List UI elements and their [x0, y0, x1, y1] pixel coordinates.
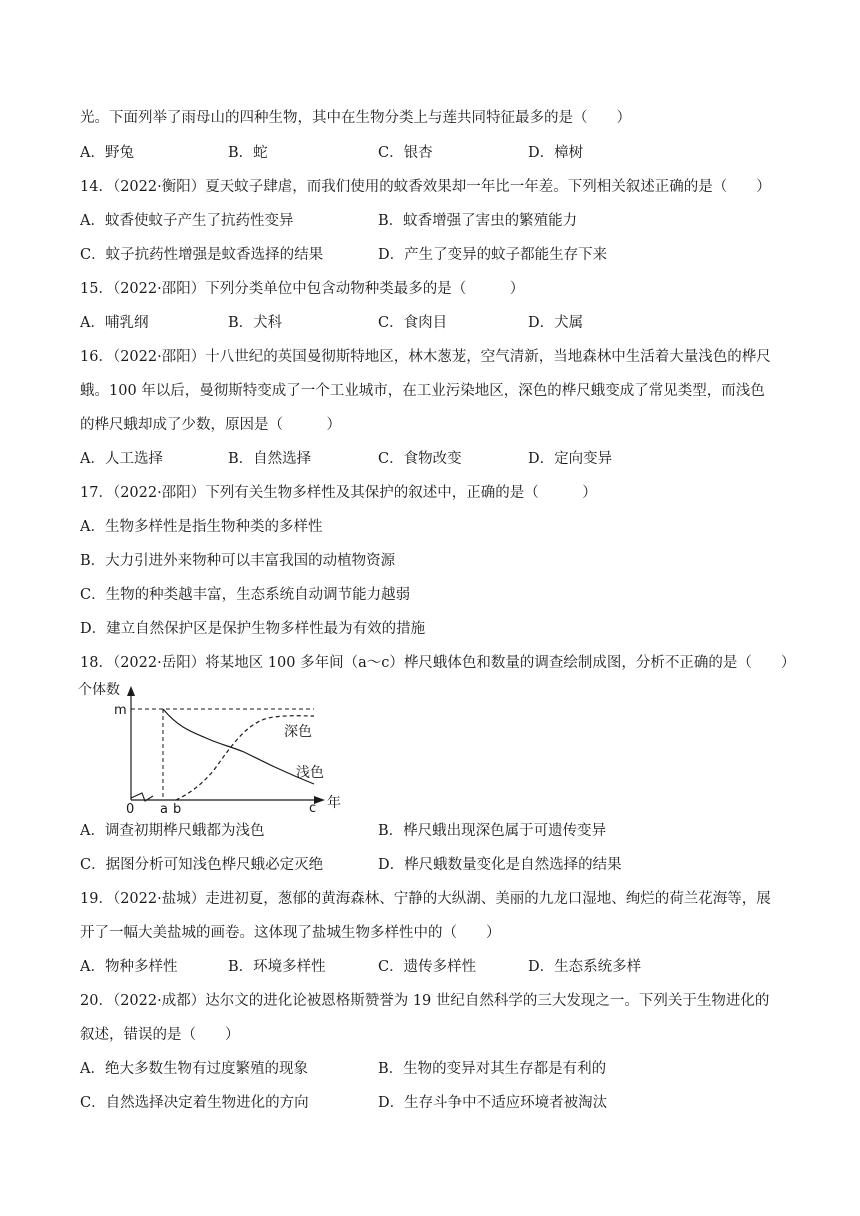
q14-option-a: A．蚊香使蚊子产生了抗药性变异 — [80, 213, 294, 229]
q15-option-b: B．犬科 — [228, 315, 283, 331]
q13-option-d: D．樟树 — [528, 145, 584, 161]
q19-option-c: C．遗传多样性 — [378, 959, 477, 975]
q19-option-d: D．生态系统多样 — [528, 959, 642, 975]
q20-option-a: A．绝大多数生物有过度繁殖的现象 — [80, 1061, 308, 1077]
origin-label: 0 — [126, 802, 135, 815]
q16-option-a: A．人工选择 — [80, 451, 163, 467]
question-17-stem: 17．（2022·邵阳）下列有关生物多样性及其保护的叙述中，正确的是（ ） — [80, 485, 597, 501]
x-mark-b: b — [173, 802, 182, 815]
question-20-stem-line-1: 20．（2022·成都）达尔文的进化论被恩格斯赞誉为 19 世纪自然科学的三大发现之一。下列关于生物进化的 — [80, 993, 770, 1009]
q15-option-c: C．食肉目 — [378, 315, 448, 331]
dark-curve-label: 深色 — [284, 724, 312, 740]
q16-option-b: B．自然选择 — [228, 451, 312, 467]
q15-option-d: D．犬属 — [528, 315, 584, 331]
moth-population-figure — [74, 680, 364, 815]
question-16-stem-line-3: 的桦尺蛾却成了少数，原因是（ ） — [80, 417, 341, 433]
q14-option-c: C．蚊子抗药性增强是蚊香选择的结果 — [80, 247, 324, 263]
q17-option-b: B．大力引进外来物种可以丰富我国的动植物资源 — [80, 553, 396, 569]
y-axis-label: 个体数 — [78, 682, 120, 698]
q17-option-c: C．生物的种类越丰富，生态系统自动调节能力越弱 — [80, 587, 411, 603]
q20-option-d: D．生存斗争中不适应环境者被淘汰 — [378, 1095, 608, 1111]
q17-option-d: D．建立自然保护区是保护生物多样性最为有效的措施 — [80, 621, 426, 637]
q18-option-b: B．桦尺蛾出现深色属于可遗传变异 — [378, 823, 607, 839]
q13-option-b: B．蛇 — [228, 145, 268, 161]
q13-option-a: A．野兔 — [80, 145, 134, 161]
y-mark-m: m — [114, 703, 127, 718]
question-14-stem: 14．（2022·衡阳）夏天蚊子肆虐，而我们使用的蚊香效果却一年比一年差。下列相关叙述正确的是（ ） — [80, 179, 771, 195]
question-20-stem-line-2: 叙述，错误的是（ ） — [80, 1027, 240, 1043]
q14-option-b: B．蚊香增强了害虫的繁殖能力 — [378, 213, 578, 229]
x-mark-c: c — [309, 801, 317, 815]
q20-option-b: B．生物的变异对其生存都是有利的 — [378, 1061, 607, 1077]
q15-option-a: A．哺乳纲 — [80, 315, 149, 331]
q18-option-c: C．据图分析可知浅色桦尺蛾必定灭绝 — [80, 857, 324, 873]
x-axis-label: 年 — [327, 795, 341, 811]
q19-option-a: A．物种多样性 — [80, 959, 178, 975]
question-19-stem-line-2: 开了一幅大美盐城的画卷。这体现了盐城生物多样性中的（ ） — [80, 925, 501, 941]
q13-option-c: C．银杏 — [378, 145, 433, 161]
q19-option-b: B．环境多样性 — [228, 959, 326, 975]
q18-option-d: D．桦尺蛾数量变化是自然选择的结果 — [378, 857, 622, 873]
q17-option-a: A．生物多样性是指生物种类的多样性 — [80, 519, 323, 535]
q20-option-c: C．自然选择决定着生物进化的方向 — [80, 1095, 309, 1111]
light-curve-label: 浅色 — [296, 765, 324, 781]
q14-option-d: D．产生了变异的蚊子都能生存下来 — [378, 247, 608, 263]
q16-option-d: D．定向变异 — [528, 451, 613, 467]
question-15-stem: 15．（2022·邵阳）下列分类单位中包含动物种类最多的是（ ） — [80, 281, 525, 297]
question-18-stem: 18．（2022·岳阳）将某地区 100 多年间（a～c）桦尺蛾体色和数量的调查绘制成图，分析不正确的是（ ） — [80, 655, 796, 671]
question-16-stem-line-2: 蛾。100 年以后，曼彻斯特变成了一个工业城市，在工业污染地区，深色的桦尺蛾变成了常见类型，而浅色 — [80, 383, 765, 399]
question-16-stem-line-1: 16．（2022·邵阳）十八世纪的英国曼彻斯特地区，林木葱茏，空气清新，当地森林中生活着大量浅色的桦尺 — [80, 349, 771, 365]
question-13-stem: 光。下面列举了雨母山的四种生物，其中在生物分类上与莲共同特征最多的是（ ） — [80, 110, 631, 126]
q18-option-a: A．调查初期桦尺蛾都为浅色 — [80, 823, 265, 839]
question-19-stem-line-1: 19．（2022·盐城）走进初夏，葱郁的黄海森林、宁静的大纵湖、美丽的九龙口湿地、绚烂的荷兰花海等，展 — [80, 891, 771, 907]
x-mark-a: a — [160, 802, 168, 815]
q16-option-c: C．食物改变 — [378, 451, 462, 467]
light-moth-curve — [163, 709, 314, 784]
y-axis-arrow — [127, 686, 135, 696]
